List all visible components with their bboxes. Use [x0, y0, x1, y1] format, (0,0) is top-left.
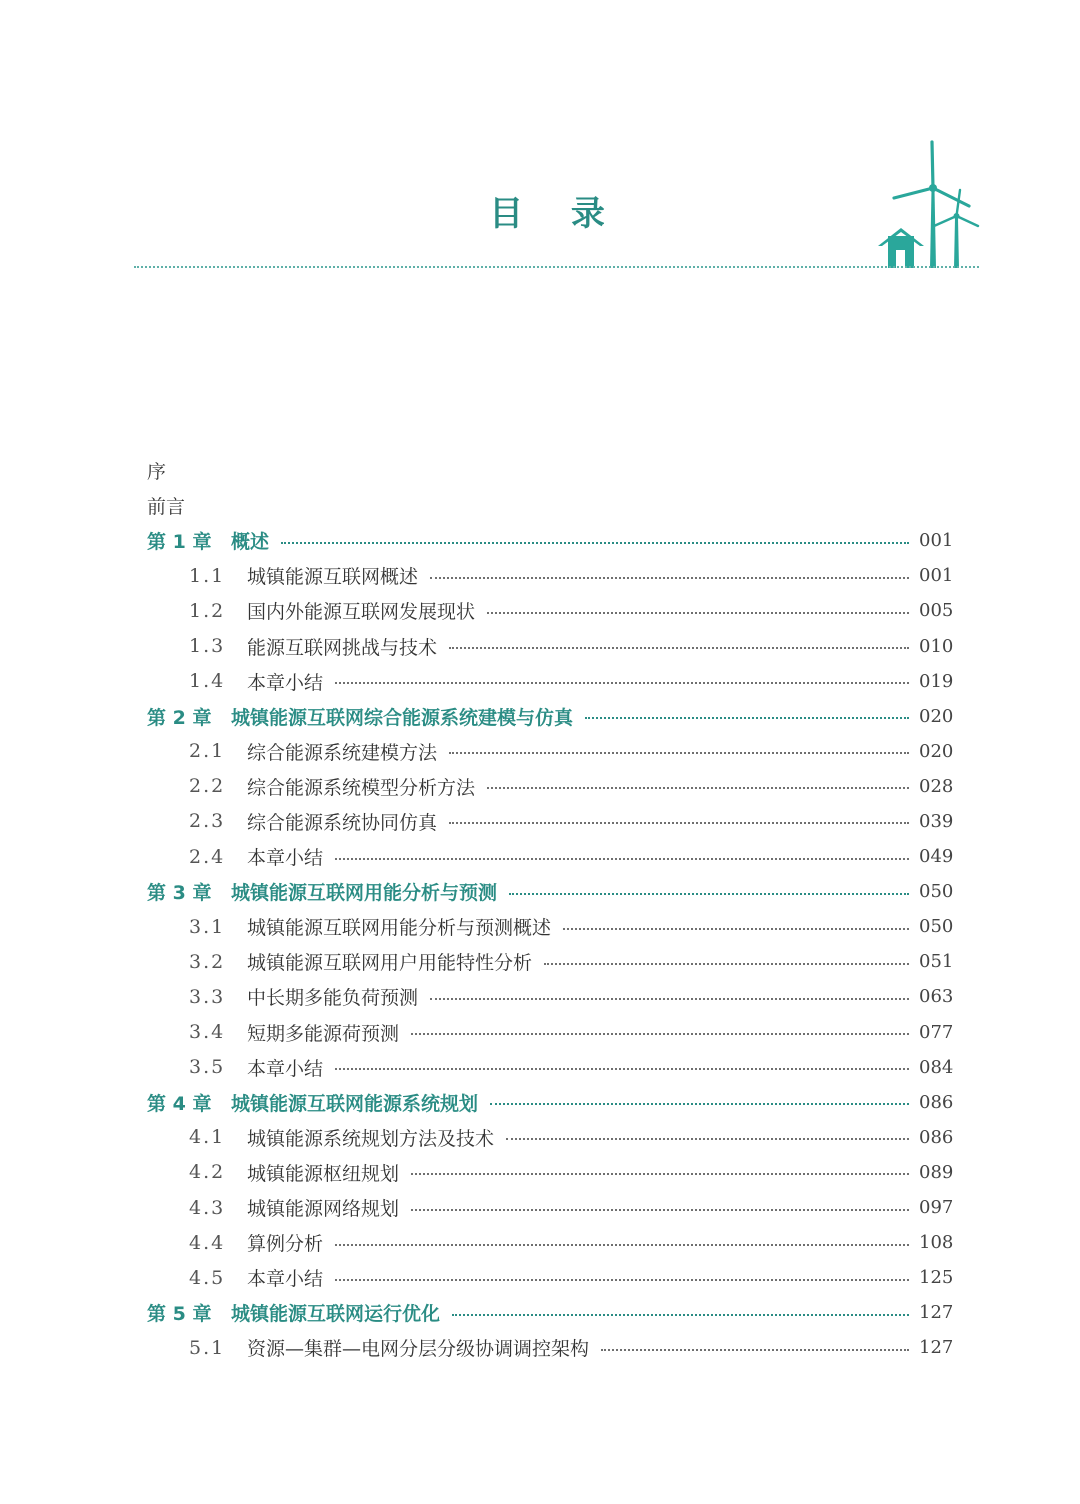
toc-chapter-row[interactable]	[147, 699, 954, 734]
toc-foreword[interactable]	[147, 488, 951, 523]
toc-dot-leader	[449, 822, 909, 824]
toc-dot-leader	[335, 682, 909, 684]
toc-section-row[interactable]	[147, 1190, 954, 1225]
toc-section-number: 4.4	[189, 1231, 226, 1254]
toc-dot-leader	[335, 1244, 909, 1246]
toc-section-title: 短期多能源荷预测	[247, 1022, 400, 1045]
toc-section-title: 中长期多能负荷预测	[247, 987, 419, 1010]
toc-section-title: 城镇能源互联网用户用能特性分析	[247, 952, 533, 975]
toc-section-row[interactable]	[147, 558, 954, 593]
toc-chapter-number: 第 2 章	[147, 706, 212, 729]
toc-chapter-row[interactable]	[147, 1085, 954, 1120]
toc-section-number: 4.5	[189, 1266, 226, 1289]
toc-dot-leader	[430, 577, 909, 579]
toc-section-title: 本章小结	[247, 1268, 324, 1291]
toc-section-title: 城镇能源枢纽规划	[247, 1162, 400, 1185]
toc-dot-leader	[281, 542, 909, 544]
toc-page-number: 084	[919, 1056, 954, 1078]
toc-section-row[interactable]	[147, 593, 954, 628]
toc-chapter-row[interactable]	[147, 1295, 954, 1330]
toc-page-number: 005	[919, 600, 954, 622]
toc-section-title: 能源互联网挑战与技术	[247, 636, 438, 659]
toc-section-row[interactable]	[147, 839, 954, 874]
toc-dot-leader	[509, 893, 909, 895]
toc-page-number: 028	[919, 775, 954, 797]
title-divider	[134, 266, 979, 268]
toc-section-title: 算例分析	[247, 1233, 324, 1256]
toc-page-number: 127	[919, 1337, 954, 1359]
toc-section-row[interactable]	[147, 1330, 954, 1365]
toc-chapter-number: 第 1 章	[147, 531, 212, 554]
toc-preface[interactable]	[147, 453, 951, 488]
toc-section-title: 本章小结	[247, 847, 324, 870]
toc-page-number: 077	[919, 1021, 954, 1043]
toc-section-number: 3.2	[189, 950, 226, 973]
toc-dot-leader	[490, 1103, 909, 1105]
toc-dot-leader	[601, 1349, 909, 1351]
toc-section-row[interactable]	[147, 1225, 954, 1260]
toc-section-row[interactable]	[147, 664, 954, 699]
toc-dot-leader	[487, 787, 909, 789]
toc-dot-leader	[411, 1173, 909, 1175]
toc-section-number: 3.3	[189, 985, 226, 1008]
table-of-contents	[147, 453, 954, 1365]
toc-section-title: 资源—集群—电网分层分级协调调控架构	[247, 1338, 590, 1361]
toc-section-row[interactable]	[147, 1120, 954, 1155]
toc-section-number: 2.1	[189, 740, 226, 763]
toc-dot-leader	[335, 858, 909, 860]
toc-dot-leader	[430, 998, 909, 1000]
page-title: 目 录	[489, 194, 623, 234]
toc-dot-leader	[585, 717, 909, 719]
toc-chapter-title: 城镇能源互联网用能分析与预测	[231, 882, 498, 905]
toc-preface-label: 序	[147, 461, 167, 484]
toc-section-title: 城镇能源互联网概述	[247, 566, 419, 589]
toc-section-number: 2.3	[189, 810, 226, 833]
toc-dot-leader	[335, 1068, 909, 1070]
toc-section-number: 2.4	[189, 845, 226, 868]
toc-section-row[interactable]	[147, 1260, 954, 1295]
toc-section-number: 3.4	[189, 1021, 226, 1044]
toc-section-row[interactable]	[147, 769, 954, 804]
toc-section-title: 综合能源系统协同仿真	[247, 811, 438, 834]
toc-chapter-title: 概述	[231, 531, 270, 554]
toc-page-number: 086	[919, 1126, 954, 1148]
toc-section-row[interactable]	[147, 909, 954, 944]
toc-section-title: 综合能源系统模型分析方法	[247, 776, 476, 799]
toc-section-number: 1.3	[189, 635, 226, 658]
toc-section-row[interactable]	[147, 804, 954, 839]
toc-dot-leader	[506, 1138, 909, 1140]
toc-section-row[interactable]	[147, 1015, 954, 1050]
toc-section-row[interactable]	[147, 1050, 954, 1085]
toc-dot-leader	[335, 1279, 909, 1281]
toc-section-number: 4.3	[189, 1196, 226, 1219]
toc-page-number: 050	[919, 881, 954, 903]
toc-section-title: 本章小结	[247, 671, 324, 694]
toc-chapter-title: 城镇能源互联网综合能源系统建模与仿真	[231, 706, 574, 729]
toc-chapter-row[interactable]	[147, 523, 954, 558]
toc-page-number: 127	[919, 1302, 954, 1324]
toc-page-number: 020	[919, 740, 954, 762]
toc-section-title: 综合能源系统建模方法	[247, 741, 438, 764]
toc-dot-leader	[487, 612, 909, 614]
toc-section-number: 3.1	[189, 915, 226, 938]
toc-section-title: 国内外能源互联网发展现状	[247, 601, 476, 624]
toc-section-title: 城镇能源互联网用能分析与预测概述	[247, 917, 552, 940]
toc-dot-leader	[411, 1209, 909, 1211]
toc-page-number: 039	[919, 810, 954, 832]
toc-page-number: 019	[919, 670, 954, 692]
toc-section-number: 4.2	[189, 1161, 226, 1184]
toc-section-row[interactable]	[147, 979, 954, 1014]
toc-section-title: 城镇能源系统规划方法及技术	[247, 1127, 495, 1150]
toc-page-number: 125	[919, 1267, 954, 1289]
toc-chapter-number: 第 5 章	[147, 1303, 212, 1326]
toc-dot-leader	[563, 928, 909, 930]
toc-section-number: 1.4	[189, 670, 226, 693]
toc-page-number: 020	[919, 705, 954, 727]
toc-page-number: 049	[919, 846, 954, 868]
toc-section-number: 1.1	[189, 564, 226, 587]
toc-chapter-row[interactable]	[147, 874, 954, 909]
toc-chapter-number: 第 3 章	[147, 882, 212, 905]
toc-chapter-title: 城镇能源互联网运行优化	[231, 1303, 441, 1326]
toc-page-number: 108	[919, 1232, 954, 1254]
toc-section-row[interactable]	[147, 628, 954, 663]
toc-section-title: 本章小结	[247, 1057, 324, 1080]
toc-section-number: 3.5	[189, 1056, 226, 1079]
toc-section-row[interactable]	[147, 1155, 954, 1190]
toc-section-number: 5.1	[189, 1336, 226, 1359]
toc-section-number: 1.2	[189, 599, 226, 622]
toc-dot-leader	[449, 647, 909, 649]
toc-page-number: 089	[919, 1161, 954, 1183]
toc-foreword-label: 前言	[147, 496, 186, 519]
toc-page-number: 001	[919, 530, 954, 552]
toc-page-number: 001	[919, 565, 954, 587]
toc-dot-leader	[544, 963, 909, 965]
wind-turbines-house-icon	[876, 140, 980, 268]
toc-section-number: 2.2	[189, 775, 226, 798]
toc-page-number: 051	[919, 951, 954, 973]
toc-dot-leader	[411, 1033, 909, 1035]
toc-chapter-title: 城镇能源互联网能源系统规划	[231, 1092, 479, 1115]
toc-section-row[interactable]	[147, 734, 954, 769]
toc-chapter-number: 第 4 章	[147, 1092, 212, 1115]
toc-section-row[interactable]	[147, 944, 954, 979]
toc-page-number: 010	[919, 635, 954, 657]
toc-page-number: 086	[919, 1091, 954, 1113]
toc-page-number: 050	[919, 916, 954, 938]
toc-page-number: 097	[919, 1197, 954, 1219]
toc-section-title: 城镇能源网络规划	[247, 1198, 400, 1221]
toc-dot-leader	[449, 752, 909, 754]
toc-page-number: 063	[919, 986, 954, 1008]
toc-dot-leader	[452, 1314, 909, 1316]
toc-section-number: 4.1	[189, 1126, 226, 1149]
